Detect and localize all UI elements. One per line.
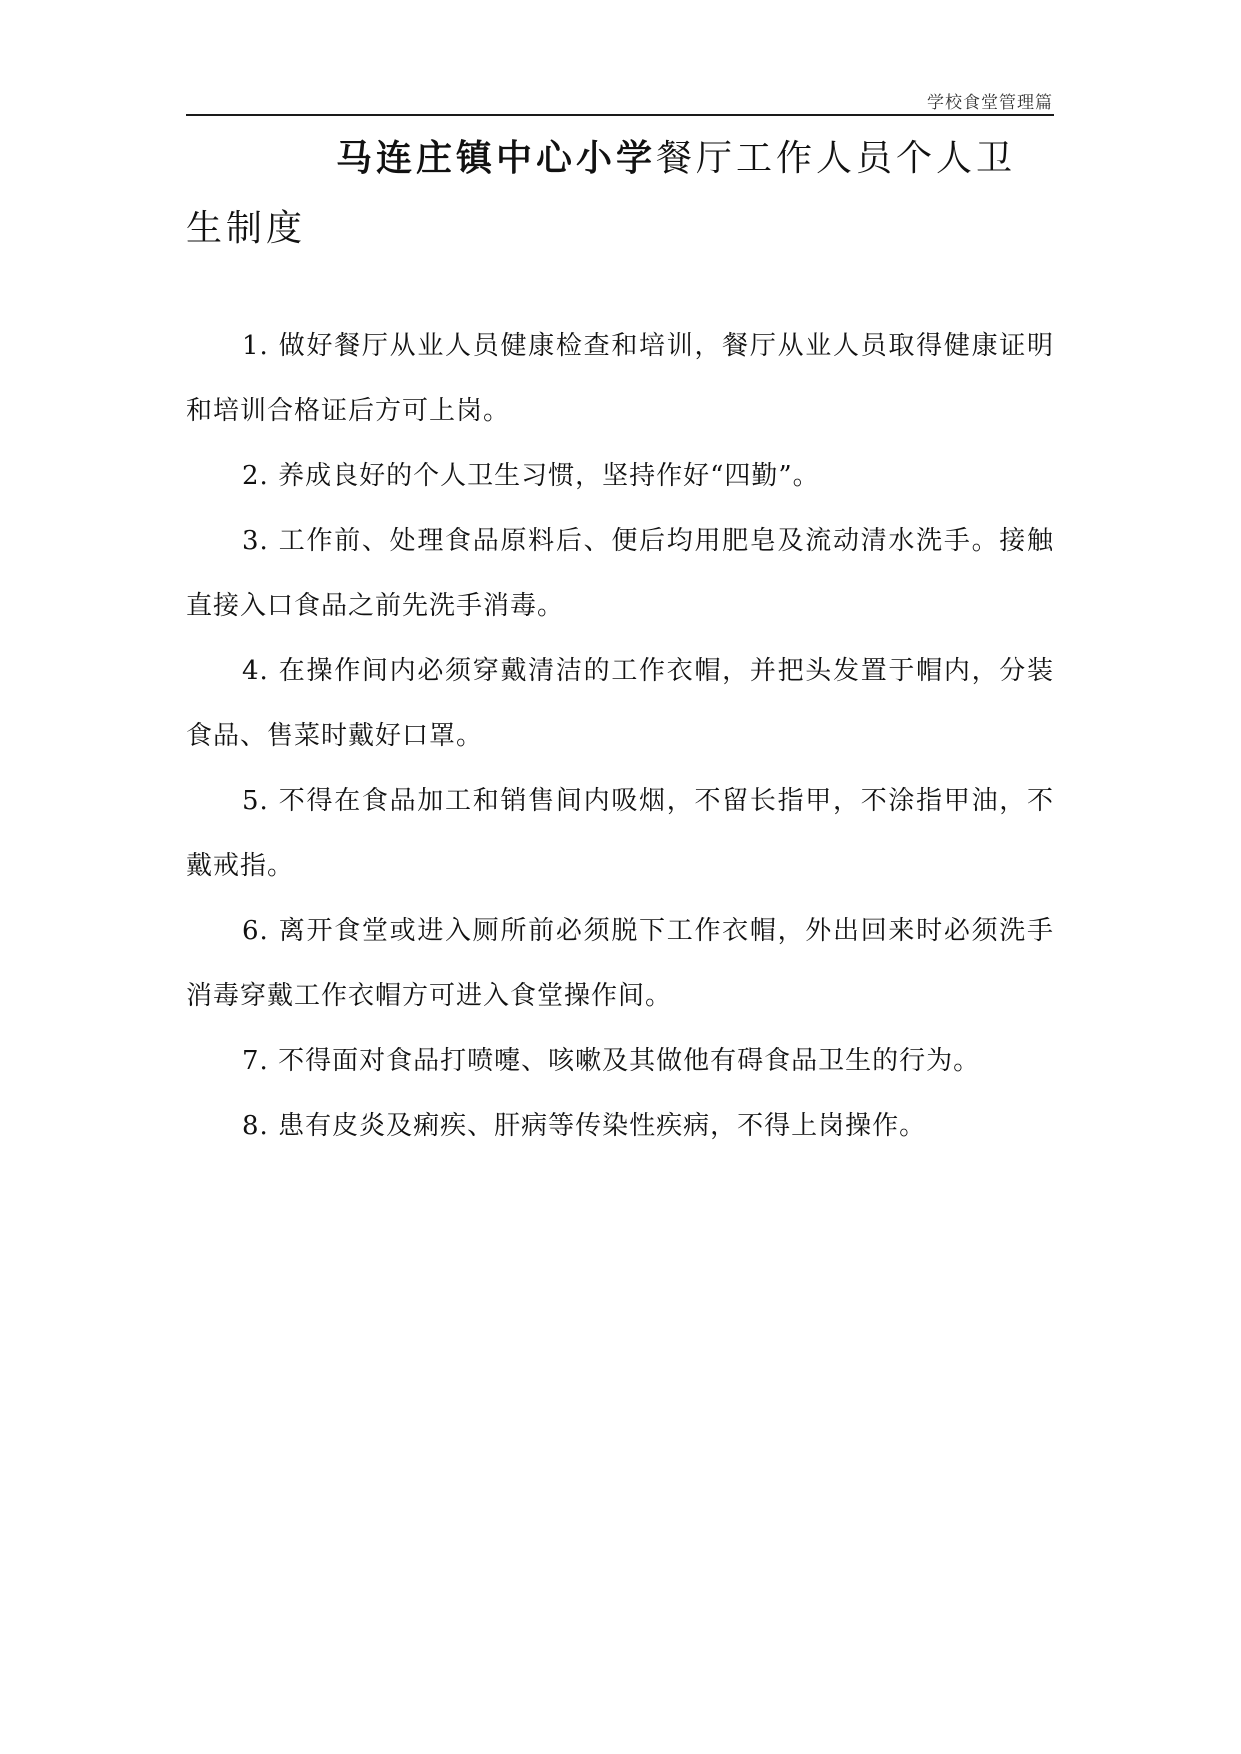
- rule-item: 8. 患有皮炎及痢疾、肝病等传染性疾病，不得上岗操作。: [242, 1111, 927, 1141]
- rule-item: 7. 不得面对食品打喷嚏、咳嗽及其做他有碍食品卫生的行为。: [242, 1046, 981, 1076]
- rule-item: 6. 离开食堂或进入厕所前必须脱下工作衣帽，外出回来时必须洗手消毒穿戴工作衣帽方可进入食堂操作间。: [186, 916, 1054, 1011]
- rule-item: 5. 不得在食品加工和销售间内吸烟，不留长指甲，不涂指甲油，不戴戒指。: [186, 786, 1054, 881]
- rule-item: 2. 养成良好的个人卫生习惯，坚持作好“四勤”。: [242, 461, 820, 491]
- rule-item: 3. 工作前、处理食品原料后、便后均用肥皂及流动清水洗手。接触直接入口食品之前先洗手消毒。: [186, 526, 1054, 621]
- rule-item: 4. 在操作间内必须穿戴清洁的工作衣帽，并把头发置于帽内，分装食品、售菜时戴好口罩。: [186, 656, 1054, 751]
- document-title: [186, 124, 1054, 264]
- rule-item: 1. 做好餐厅从业人员健康检查和培训，餐厅从业人员取得健康证明和培训合格证后方可上岗。: [186, 331, 1054, 426]
- page-header-label: 学校食堂管理篇: [927, 93, 1053, 113]
- header-divider: [186, 114, 1054, 116]
- title-rest: 餐厅工作人员个人卫生制度: [186, 138, 1017, 249]
- title-school-name: 马连庄镇中心小学: [336, 138, 657, 179]
- rules-list: [186, 314, 1054, 1159]
